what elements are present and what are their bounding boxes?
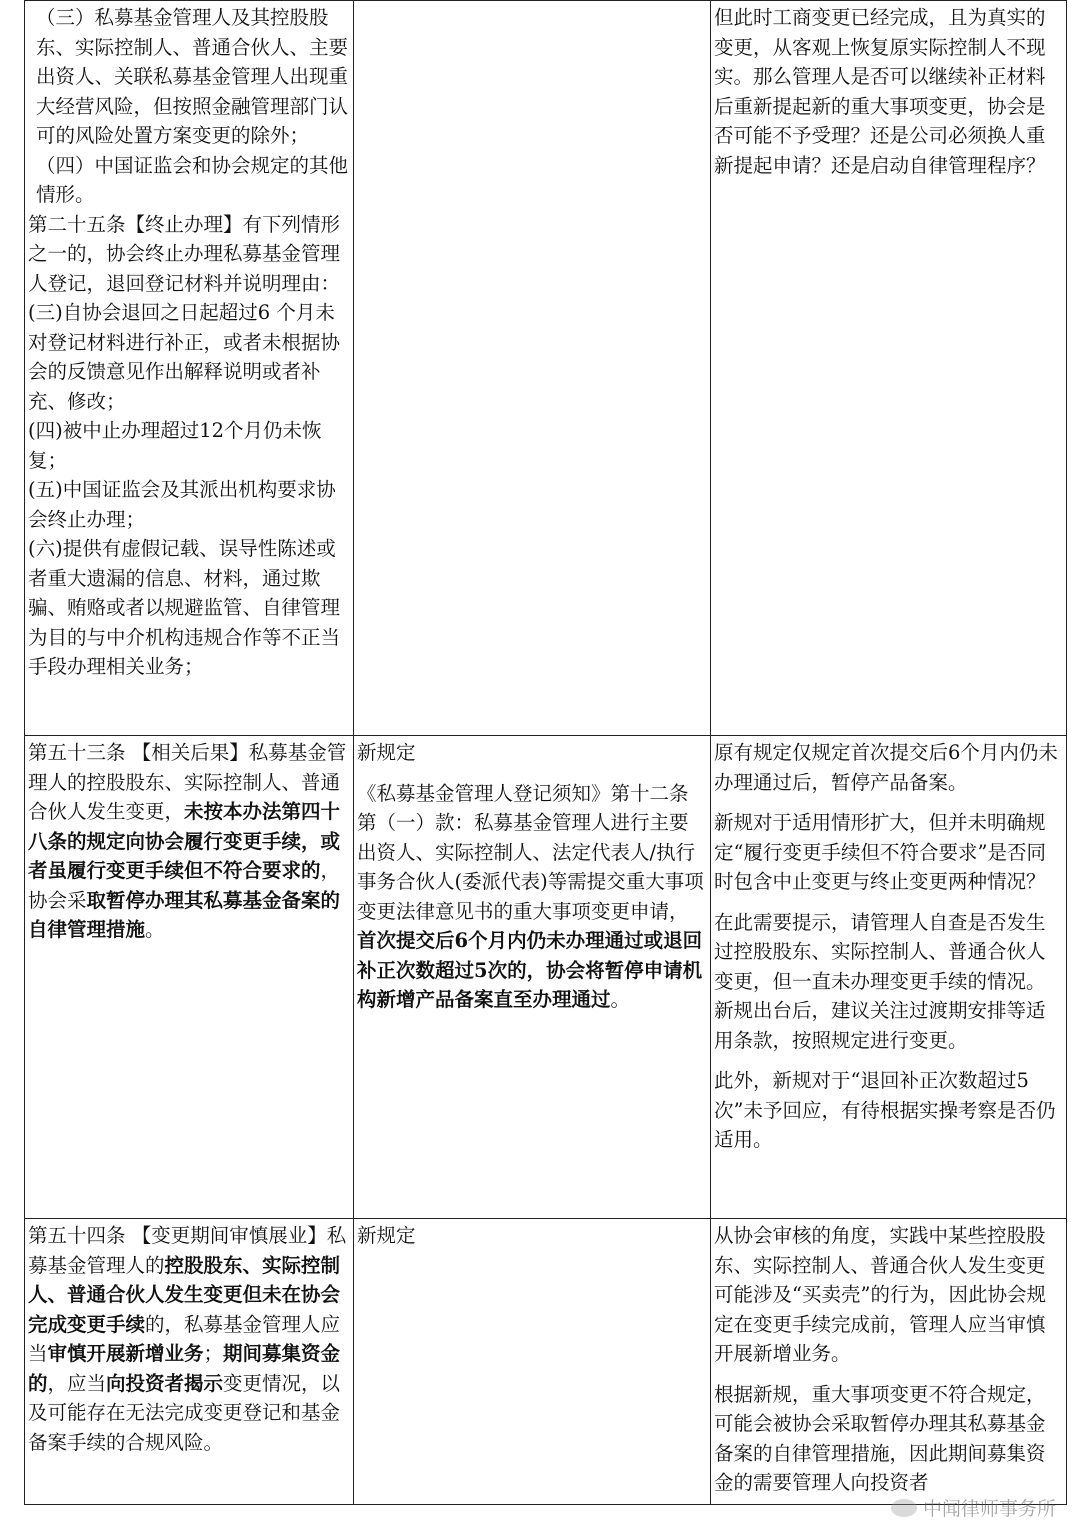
clause-text: 第五十三条 【相关后果】私募基金管理人的控股股东、实际控制人、普通合伙人发生变更，未按本办法第四十八条的规定向协会履行变更手续，或者虽履行变更手续但不符合要求的，协会采取暂停办理其私募基金备案的自律管理措施。 [28, 741, 347, 941]
commentary-text: 在此需要提示，请管理人自查是否发生过控股股东、实际控制人、普通合伙人变更，但一直未办理变更手续的情况。新规出台后，建议关注过渡期安排等适用条款，按照规定进行变更。 [714, 910, 1046, 1052]
commentary-text: 根据新规，重大事项变更不符合规定，可能会被协会采取暂停办理其私募基金备案的自律管理措施，因此期间募集资金的需要管理人向投资者 [714, 1382, 1046, 1494]
clause-text: （四）中国证监会和协会规定的其他情形。 [36, 153, 349, 206]
clause-text: 第二十五条【终止办理】有下列情形之一的，协会终止办理私募基金管理人登记，退回登记材料并说明理由： [28, 212, 341, 295]
commentary-cell [711, 736, 1067, 1219]
clause-text: 第五十四条 【变更期间审慎展业】私募基金管理人的控股股东、实际控制人、普通合伙人发生变更但未在协会完成变更手续的，私募基金管理人应当审慎开展新增业务；期间募集资金的，应当向投资者揭示变更情况，以及可能存在无法完成变更登记和基金备案手续的合规风险。 [28, 1224, 347, 1454]
clause-text: (四)被中止办理超过12个月仍未恢复； [28, 419, 322, 472]
new-rule-title: 新规定 [357, 1224, 416, 1247]
clause-text: （三）私募基金管理人及其控股股东、实际控制人、普通合伙人、主要出资人、关联私募基金管理人出现重大经营风险，但按照金融管理部门认可的风险处置方案变更的除外； [36, 6, 349, 147]
commentary-cell [711, 1219, 1067, 1505]
commentary-text: 原有规定仅规定首次提交后6个月内仍未办理通过后，暂停产品备案。 [714, 741, 1058, 794]
table-row [25, 1, 1067, 736]
table-row [25, 736, 1067, 1219]
table-row [25, 1219, 1067, 1505]
clause-text: (三)自协会退回之日起超过6 个月未对登记材料进行补正，或者未根据协会的反馈意见作出解释说明或者补充、修改； [28, 301, 341, 413]
old-rule-cell [25, 1219, 354, 1505]
new-rule-cell [354, 1, 711, 736]
new-rule-cell [354, 1219, 711, 1505]
commentary-text: 从协会审核的角度，实践中某些控股股东、实际控制人、普通合伙人发生变更可能涉及“买卖壳”的行为，因此协会规定在变更手续完成前，管理人应当审慎开展新增业务。 [714, 1224, 1046, 1365]
commentary-text: 但此时工商变更已经完成，且为真实的变更，从客观上恢复原实际控制人不现实。那么管理人是否可以继续补正材料后重新提起新的重大事项变更，协会是否可能不予受理？还是公司必须换人重新提起申请？还是启动自律管理程序？ [714, 6, 1046, 177]
old-rule-cell [25, 736, 354, 1219]
new-rule-title: 新规定 [357, 741, 416, 764]
clause-text: (六)提供有虚假记载、误导性陈述或者重大遗漏的信息、材料，通过欺骗、贿赂或者以规避监管、自律管理为目的与中介机构违规合作等不正当手段办理相关业务； [28, 537, 341, 678]
watermark [891, 1494, 1056, 1521]
old-rule-cell [25, 1, 354, 736]
commentary-text: 新规对于适用情形扩大，但并未明确规定“履行变更手续但不符合要求”是否同时包含中止变更与终止变更两种情况？ [714, 811, 1046, 893]
watermark-text: 中闻律师事务所 [922, 1498, 1056, 1520]
clause-text: 《私募基金管理人登记须知》第十二条第（一）款：私募基金管理人进行主要出资人、实际控制人、法定代表人/执行事务合伙人(委派代表)等需提交重大事项变更法律意见书的重大事项变更申请，首次提交后6个月内仍未办理通过或退回补正次数超过5次的，协会将暂停申请机构新增产品备案直至办理通过。 [357, 781, 704, 1011]
wechat-icon [891, 1499, 917, 1517]
comparison-table [24, 0, 1067, 1505]
new-rule-cell [354, 736, 711, 1219]
commentary-cell [711, 1, 1067, 736]
commentary-text: 此外，新规对于“退回补正次数超过5次”未予回应，有待根据实操考察是否仍适用。 [714, 1069, 1056, 1151]
clause-text: (五)中国证监会及其派出机构要求协会终止办理； [28, 478, 336, 531]
